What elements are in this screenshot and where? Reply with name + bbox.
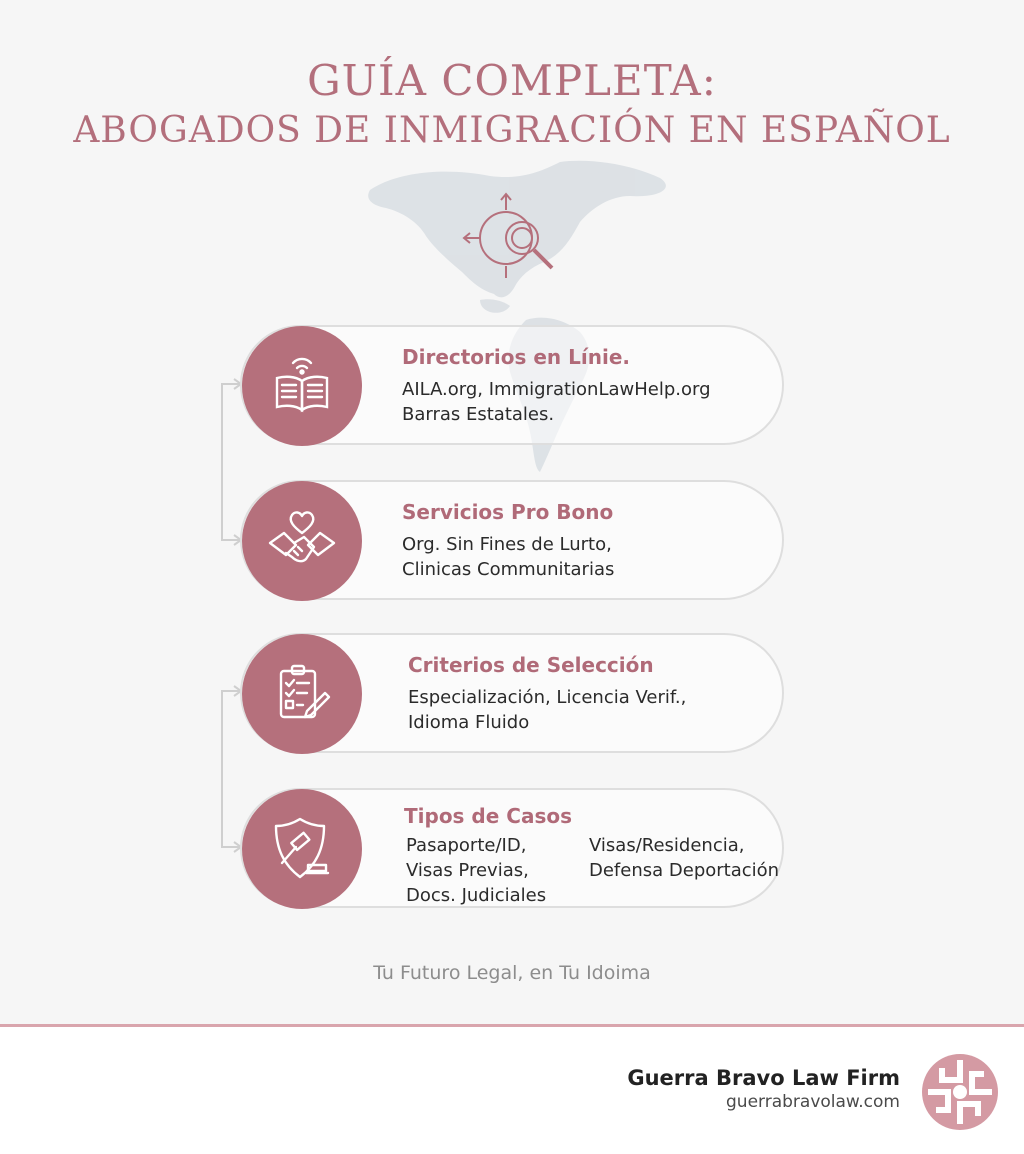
card-line: Idioma Fluido <box>408 712 530 733</box>
card-icon-circle <box>242 481 362 601</box>
card-title: Directorios en Línie. <box>402 345 630 369</box>
firm-logo-icon <box>920 1052 1000 1132</box>
card-icon-circle <box>242 789 362 909</box>
compass-magnifier-icon <box>458 190 558 290</box>
shield-gavel-icon <box>264 811 340 887</box>
open-book-icon <box>267 351 337 421</box>
case-type-right-1: Visas/Residencia, <box>589 835 745 856</box>
firm-url[interactable]: guerrabravolaw.com <box>726 1092 900 1112</box>
footer <box>0 1027 1024 1154</box>
card-selection-criteria <box>240 633 784 753</box>
card-title: Servicios Pro Bono <box>402 500 614 524</box>
card-icon-circle <box>242 326 362 446</box>
card-line: Clinicas Communitarias <box>402 559 615 580</box>
case-type-left-1: Pasaporte/ID, <box>406 835 527 856</box>
case-type-left-2: Visas Previas, <box>406 860 529 881</box>
page-subtitle: ABOGADOS DE INMIGRACIÓN EN ESPAÑOL <box>73 110 951 151</box>
case-type-right-2: Defensa Deportación <box>589 860 780 881</box>
card-online-directories <box>240 325 784 445</box>
card-title: Tipos de Casos <box>404 804 572 828</box>
page-title: GUÍA COMPLETA: <box>307 56 717 105</box>
card-line: Barras Estatales. <box>402 404 555 425</box>
card-title: Criterios de Selección <box>408 653 654 677</box>
firm-name: Guerra Bravo Law Firm <box>627 1066 900 1090</box>
card-line: Especialización, Licencia Verif., <box>408 687 687 708</box>
case-type-left-3: Docs. Judiciales <box>406 885 547 906</box>
tagline: Tu Futuro Legal, en Tu Idoima <box>373 962 651 984</box>
card-icon-circle <box>242 634 362 754</box>
card-case-types <box>240 788 784 908</box>
handshake-heart-icon <box>264 503 340 579</box>
card-line: AILA.org, ImmigrationLawHelp.org <box>402 379 711 400</box>
card-line: Org. Sin Fines de Lurto, <box>402 534 612 555</box>
card-pro-bono-services <box>240 480 784 600</box>
checklist-pen-icon <box>267 659 337 729</box>
